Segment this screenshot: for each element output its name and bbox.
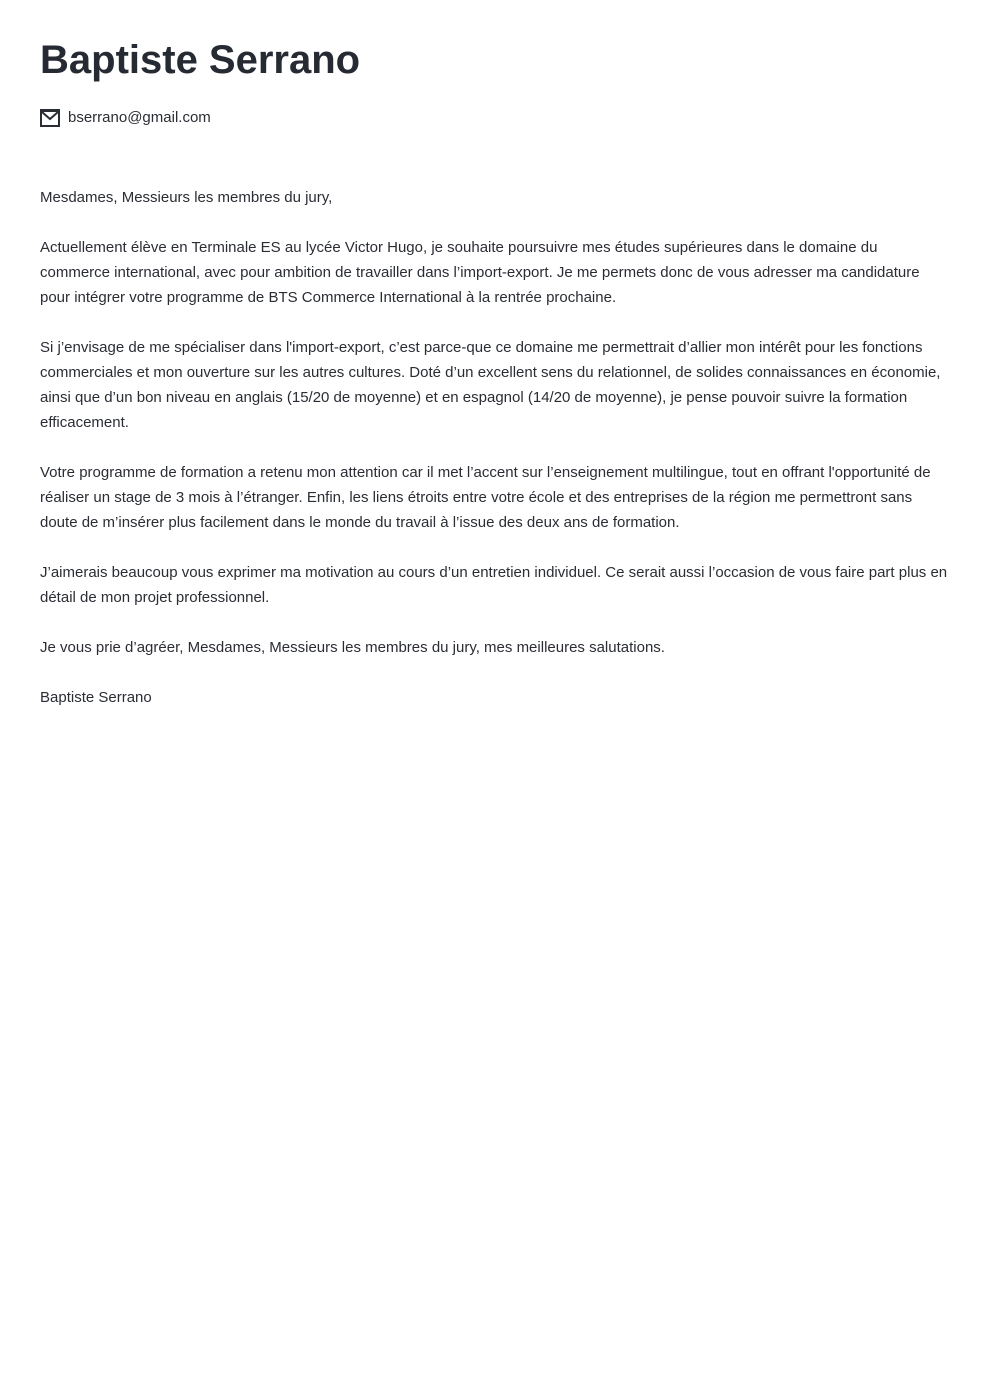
paragraph-program: Votre programme de formation a retenu mon attention car il met l’accent sur l’enseignement multilingue, tout en offrant l'opportunité de réaliser un stage de 3 mois à l’étranger. Enfin, les liens étroits entre votre école et des entreprises de la région me permettront sans doute de m’insérer plus facilement dans le monde du travail à l’issue des deux ans de formation.: [40, 464, 931, 531]
applicant-name: Baptiste Serrano: [40, 38, 361, 82]
paragraph-interview: J’aimerais beaucoup vous exprimer ma motivation au cours d’un entretien individuel. Ce serait aussi l’occasion de vous faire part plus en détail de mon projet professionnel.: [40, 564, 948, 606]
signature: Baptiste Serrano: [40, 689, 152, 706]
paragraph-intro: Actuellement élève en Terminale ES au lycée Victor Hugo, je souhaite poursuivre mes études supérieures dans le domaine du commerce international, avec pour ambition de travailler dans l’import-export. Je me permets donc de vous adresser ma candidature pour intégrer votre programme de BTS Commerce International à la rentrée prochaine.: [40, 239, 920, 306]
contact-line: [40, 107, 211, 129]
envelope-icon: [40, 108, 60, 128]
email-address[interactable]: bserrano@gmail.com: [68, 109, 211, 126]
letter-body: [40, 185, 950, 735]
paragraph-motivation: Si j’envisage de me spécialiser dans l'import-export, c’est parce-que ce domaine me permettrait d’allier mon intérêt pour les fonctions commerciales et mon ouverture sur les autres cultures. Doté d’un excellent sens du relationnel, de solides connaissances en économie, ainsi que d’un bon niveau en anglais (15/20 de moyenne) et en espagnol (14/20 de moyenne), je pense pouvoir suivre la formation efficacement.: [40, 339, 941, 431]
closing-formula: Je vous prie d’agréer, Mesdames, Messieurs les membres du jury, mes meilleures salutations.: [40, 639, 665, 656]
salutation: Mesdames, Messieurs les membres du jury,: [40, 189, 333, 206]
